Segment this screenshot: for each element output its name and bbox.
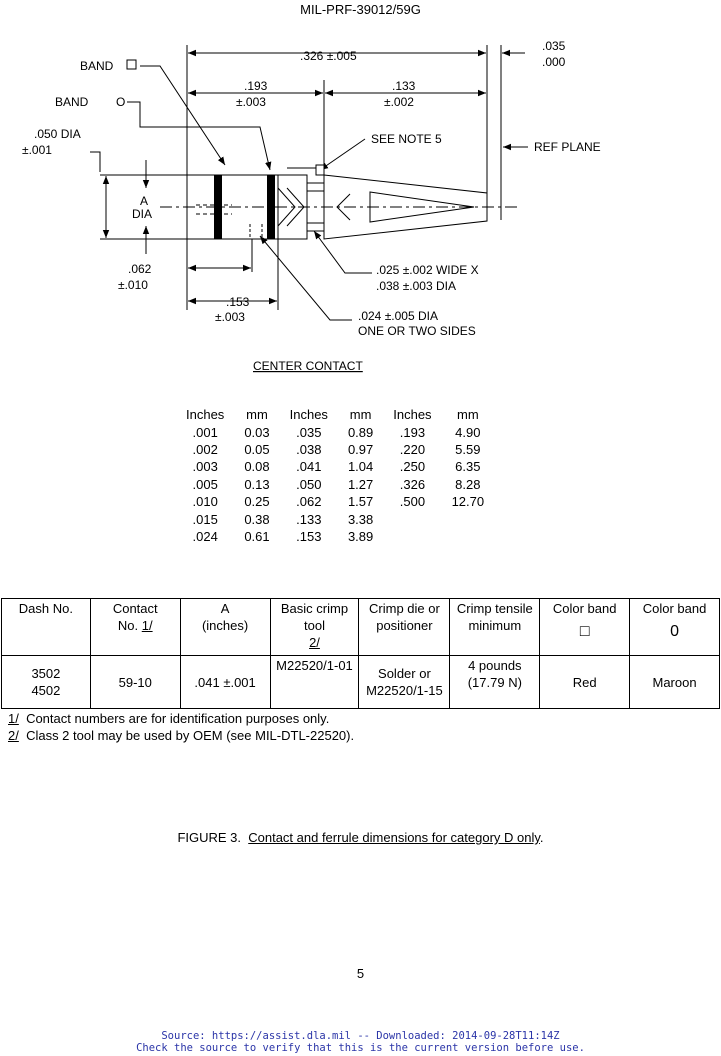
conversion-header: Inches — [289, 407, 328, 423]
table-row — [2, 656, 720, 709]
table-cell: .003 — [192, 459, 218, 475]
verify-line: Check the source to verify that this is the current version before use. — [136, 1042, 585, 1054]
note-ref-2: 2/ — [309, 635, 320, 650]
header-contact — [90, 599, 180, 656]
table-cell: .002 — [192, 441, 218, 457]
table-cell: .220 — [399, 441, 426, 457]
table-cell: 3.89 — [347, 528, 374, 544]
table-cell: 0.03 — [244, 424, 270, 440]
table-cell: .326 — [399, 476, 426, 492]
tol-153: ±.003 — [215, 310, 245, 324]
dash-4502: 4502 — [31, 683, 61, 698]
tol-062: ±.010 — [118, 278, 148, 292]
conversion-header: mm — [349, 407, 372, 423]
footnote-text: Contact numbers are for identification purposes only. — [18, 711, 330, 726]
footnote-ref: 1/ — [8, 711, 19, 726]
table-cell: 5.59 — [455, 441, 481, 457]
band-circle-label: BAND — [55, 95, 89, 109]
table-row — [176, 423, 494, 440]
band-square-icon: □ — [579, 623, 590, 640]
table-cell: .193 — [399, 424, 426, 440]
table-cell: .050 — [296, 476, 322, 492]
table-cell: 3.38 — [347, 511, 374, 527]
table-cell: 0.89 — [347, 424, 374, 440]
footnote-ref: 2/ — [8, 728, 19, 743]
conversion-header: Inches — [393, 407, 432, 423]
dia024-note-2: ONE OR TWO SIDES — [358, 324, 476, 338]
cell-contact: 59-10 — [90, 656, 180, 709]
table-row — [176, 441, 494, 458]
table-cell: .041 — [296, 459, 322, 475]
table-cell: .010 — [192, 494, 218, 510]
cell-band2: Maroon — [630, 656, 720, 709]
see-note-label: SEE NOTE 5 — [371, 132, 442, 146]
table-row — [176, 493, 494, 510]
table-cell: 4.90 — [455, 424, 481, 440]
document-id: MIL-PRF-39012/59G — [300, 2, 421, 17]
header-band2-label: Color band — [642, 601, 707, 616]
header-crimp-die: Crimp die or positioner — [359, 599, 450, 656]
band-square-symbol — [127, 60, 136, 69]
tol-050: ±.001 — [22, 143, 52, 157]
table-row — [176, 458, 494, 475]
conversion-table — [176, 406, 494, 545]
header-crimp-tool-label: Basic crimp tool — [280, 601, 349, 633]
header-a-units: (inches) — [201, 618, 249, 633]
drawing-title: CENTER CONTACT — [253, 359, 363, 373]
header-contact-label: Contact — [112, 601, 158, 616]
dim-000: .000 — [542, 55, 566, 69]
tol-133: ±.002 — [384, 95, 414, 109]
figure-suffix: . — [539, 830, 544, 845]
dia024-note-1: .024 ±.005 DIA — [358, 309, 438, 323]
table-cell: 6.35 — [455, 459, 481, 475]
table-cell: .015 — [192, 511, 218, 527]
table-cell: .001 — [192, 424, 218, 440]
footnote-2 — [8, 728, 354, 743]
table-cell: 0.08 — [244, 459, 270, 475]
dim-193: .193 — [244, 79, 268, 93]
table-cell — [442, 528, 495, 545]
dia-050: .050 DIA — [34, 127, 81, 141]
header-color-band-2 — [630, 599, 720, 656]
header-a — [180, 599, 270, 656]
header-band1-label: Color band — [552, 601, 617, 616]
figure-caption — [0, 830, 721, 845]
spec-table — [1, 598, 720, 709]
wide-note-1: .025 ±.002 WIDE X — [376, 263, 479, 277]
page-number: 5 — [356, 966, 365, 981]
table-cell: 1.04 — [347, 459, 374, 475]
note-ref-1: 1/ — [141, 618, 153, 633]
table-cell: 0.61 — [244, 528, 270, 544]
header-crimp-tool — [270, 599, 359, 656]
dim-153: .153 — [226, 295, 250, 309]
table-cell: .153 — [296, 528, 322, 544]
table-cell: 0.25 — [244, 494, 270, 510]
band-circle-icon: 0 — [670, 623, 679, 640]
tol-193: ±.003 — [236, 95, 266, 109]
conversion-header: mm — [246, 407, 268, 423]
table-cell: 0.05 — [244, 441, 270, 457]
header-color-band-1 — [540, 599, 630, 656]
band-square-label: BAND — [80, 59, 114, 73]
cell-band1: Red — [540, 656, 630, 709]
table-cell: 1.57 — [347, 494, 374, 510]
figure-caption-text: Contact and ferrule dimensions for category D only — [248, 830, 540, 845]
table-cell: .500 — [399, 494, 426, 510]
spec-header-row — [2, 599, 720, 656]
dim-062: .062 — [128, 262, 152, 276]
table-cell: 0.13 — [244, 476, 270, 492]
cell-a: .041 ±.001 — [180, 656, 270, 709]
table-row — [176, 476, 494, 493]
table-cell: 1.27 — [347, 476, 374, 492]
table-cell: .062 — [296, 494, 322, 510]
color-band-square — [214, 175, 222, 239]
cell-crimp-tool: M22520/1-01 — [270, 656, 359, 709]
dia-label: DIA — [132, 207, 153, 221]
ref-plane-label: REF PLANE — [534, 140, 601, 154]
center-contact-drawing — [0, 0, 721, 380]
color-band-circle — [267, 175, 275, 239]
footnote-text: Class 2 tool may be used by OEM (see MIL-DTL-22520). — [18, 728, 355, 743]
cell-dash — [2, 656, 91, 709]
conversion-header: mm — [457, 407, 479, 423]
figure-prefix: FIGURE 3. — [177, 830, 249, 845]
header-contact-no: No. — [117, 618, 139, 633]
table-cell: .133 — [296, 511, 322, 527]
table-row — [176, 528, 494, 545]
a-label: A — [140, 194, 149, 208]
table-cell: .250 — [399, 459, 426, 475]
wide-note-2: .038 ±.003 DIA — [376, 279, 456, 293]
table-cell: .035 — [296, 424, 322, 440]
table-cell — [383, 528, 441, 545]
dash-3502: 3502 — [31, 666, 61, 681]
conversion-header: Inches — [186, 407, 225, 423]
dim-035: .035 — [542, 39, 566, 53]
header-dash: Dash No. — [2, 599, 91, 656]
table-cell — [383, 510, 441, 527]
table-cell — [442, 510, 495, 527]
source-line: Source: https://assist.dla.mil -- Downloaded: 2014-09-28T11:14Z — [161, 1030, 560, 1042]
table-cell: 0.97 — [347, 441, 374, 457]
dim-133: .133 — [392, 79, 416, 93]
table-cell: .024 — [192, 528, 218, 544]
table-cell: 8.28 — [455, 476, 481, 492]
table-cell: 12.70 — [451, 494, 485, 510]
header-tensile: Crimp tensile minimum — [450, 599, 540, 656]
header-a-label: A — [220, 601, 230, 616]
dim-326: .326 ±.005 — [300, 49, 357, 63]
table-cell: .005 — [192, 476, 218, 492]
table-cell: .038 — [296, 441, 322, 457]
table-cell: 0.38 — [244, 511, 270, 527]
cell-crimp-die: Solder or M22520/1-15 — [359, 656, 450, 709]
conversion-header-row — [176, 406, 494, 423]
band-circle-symbol: O — [116, 95, 126, 109]
cell-tensile: 4 pounds (17.79 N) — [450, 656, 540, 709]
footnote-1 — [8, 711, 329, 726]
table-row — [176, 510, 494, 527]
